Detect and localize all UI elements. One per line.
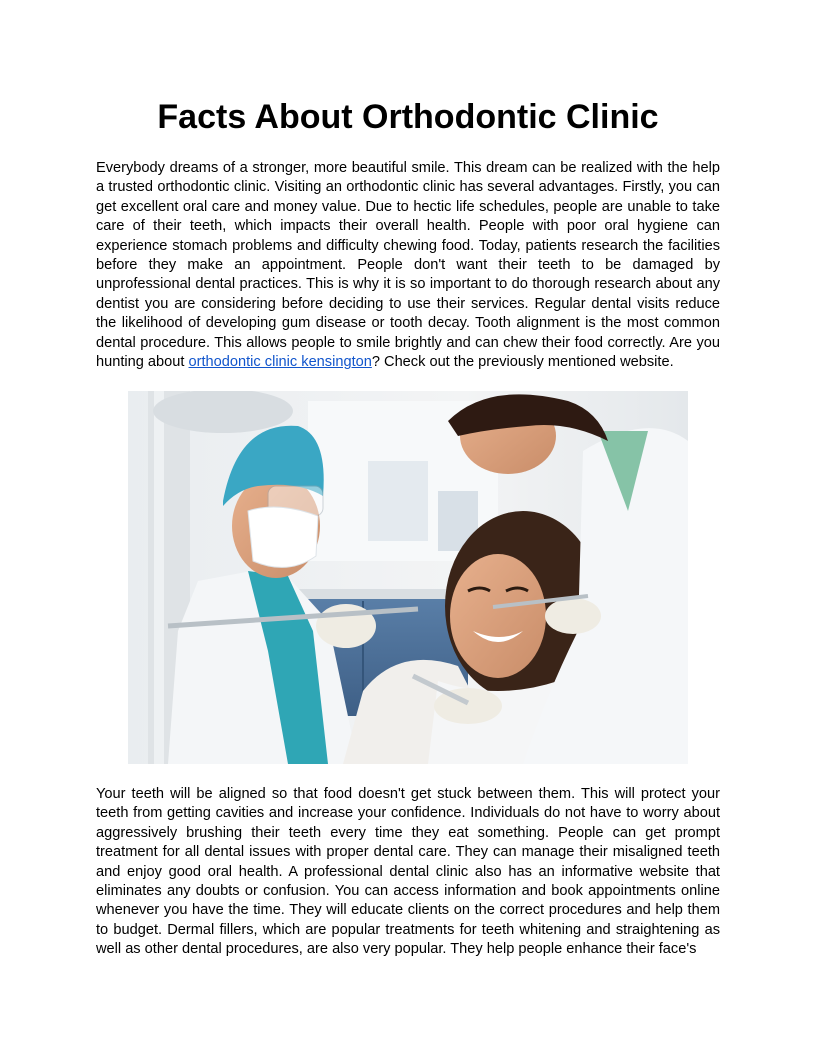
intro-paragraph <box>96 159 720 372</box>
page-title: Facts About Orthodontic Clinic <box>157 98 659 136</box>
intro-text: Everybody dreams of a stronger, more beautiful smile. This dream can be realized with the help a trusted orthodontic clinic. Visiting an orthodontic clinic has several advantages. Firstly, you can get excellent oral care and money value. Due to hectic life schedules, people are unable to take care of their teeth, which impacts their overall health. People with poor oral hygiene can experience stomach problems and difficulty chewing food. Today, patients research the facilities before they make an appointment. People don't want their teeth to be damaged by unprofessional dental practices. This is why it is so important to do thorough research about any dentist you are considering before deciding to use their services. Regular dental visits reduce the likelihood of developing gum disease or tooth decay. Tooth alignment is the most common dental procedure. This allows people to smile brightly and can chew their food correctly. Are you hunting about <box>96 160 720 371</box>
body-paragraph: Your teeth will be aligned so that food doesn't get stuck between them. This will protect your teeth from getting cavities and increase your confidence. Individuals do not have to worry about aggressively brushing their teeth every time they eat something. People can get prompt treatment for all dental issues with proper dental care. They can manage their misaligned teeth and enjoy good oral health. A professional dental clinic also has an informative website that eliminates any doubts or confusion. You can access information and book appointments online whenever you have the time. They will educate clients on the correct procedures and help them to budget. Dermal fillers, which are popular treatments for teeth whitening and straightening as well as other dental procedures, are also very popular. They help people enhance their face's <box>96 786 720 958</box>
dental-clinic-photo <box>128 391 688 764</box>
orthodontic-clinic-link[interactable]: orthodontic clinic kensington <box>188 354 372 371</box>
intro-text-end: ? Check out the previously mentioned website. <box>371 354 674 371</box>
